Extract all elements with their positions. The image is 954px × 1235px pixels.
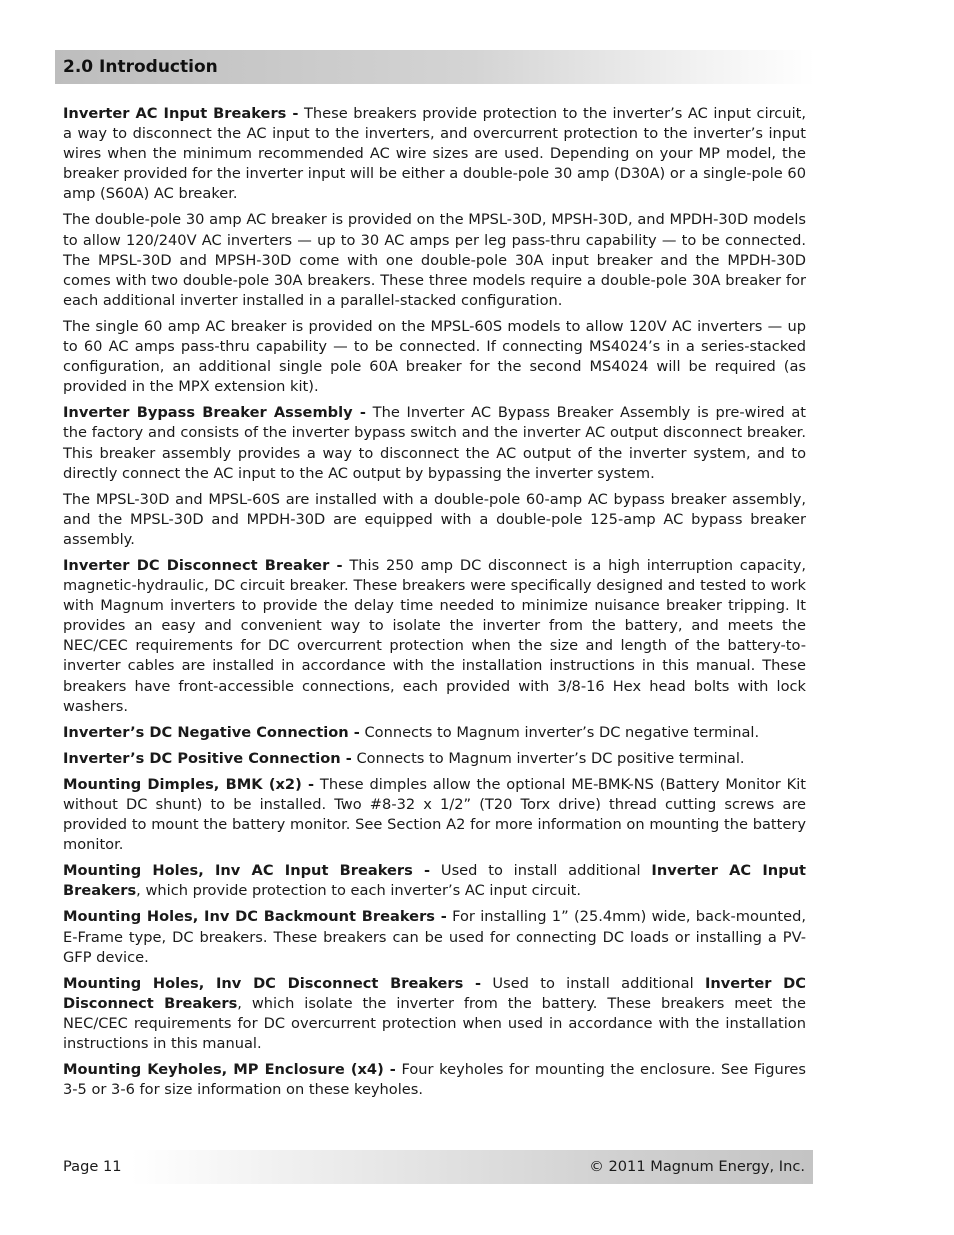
term-description: This 250 amp DC disconnect is a high interruption capacity, magnetic-hydraulic, DC circuit breaker. These breakers were specifically designed and tested to work with Magnum inverters to provide the delay time needed to minimize nuisance breaker tripping. It provides an easy and convenient way to isolate the inverter from the battery, and meets the NEC/CEC requirements for DC overcurrent protection when the size and length of the battery-to-inverter cables are installed in accordance with the installation instructions in this manual. These breakers have front-accessible connections, each provided with 3/8-16 Hex head bolts with lock washers. [63, 556, 806, 715]
section-header-bar [55, 50, 815, 84]
term-lead: Inverter’s DC Negative Connection - [63, 723, 360, 741]
paragraph-text: The double-pole 30 amp AC breaker is provided on the MPSL-30D, MPSH-30D, and MPDH-30D models to allow 120/240V AC inverters — up to 30 AC amps per leg pass-thru capability — to be connected. The MPSL-30D and MPSH-30D come with one double-pole 30A input breaker and the MPDH-30D comes with two double-pole 30A breakers. These three models require a double-pole 30A breaker for each additional inverter installed in a parallel-stacked configuration. [63, 211, 806, 309]
term-description: Connects to Magnum inverter’s DC positive terminal. [351, 749, 745, 767]
term-description: For installing 1” (25.4mm) wide, back-mounted, E-Frame type, DC breakers. These breakers can be used for connecting DC loads or installing a PV-GFP device. [63, 908, 806, 966]
term-description: These dimples allow the optional ME-BMK-NS (Battery Monitor Kit without DC shunt) to be installed. Two #8-32 x 1/2” (T20 Torx drive) thread cutting screws are provided to mount the battery monitor. See Section A2 for more information on mounting the battery monitor. [63, 775, 806, 854]
term-lead: Mounting Holes, Inv AC Input Breakers - [63, 862, 431, 880]
paragraph-bypass-breaker-models [63, 490, 806, 550]
term-description: The Inverter AC Bypass Breaker Assembly is pre-wired at the factory and consists of the inverter bypass switch and the inverter AC output disconnect breaker. This breaker assembly provides a way to disconnect the AC output of the inverter system, and to directly connect the AC input to the AC output by bypassing the inverter system. [63, 404, 807, 482]
term-lead: Mounting Holes, Inv DC Backmount Breakers - [63, 908, 447, 926]
paragraph-text: The MPSL-30D and MPSL-60S are installed with a double-pole 60-amp AC bypass breaker assembly, and the MPSL-30D and MPDH-30D are equipped with a double-pole 125-amp AC bypass breaker assembly. [63, 490, 806, 548]
paragraph-mounting-holes-ac-input [63, 861, 806, 901]
paragraph-mounting-keyholes [63, 1060, 806, 1100]
paragraph-dc-negative-connection [63, 723, 806, 743]
paragraph-mounting-holes-dc-backmount [63, 907, 806, 967]
paragraph-dc-positive-connection [63, 749, 806, 769]
term-lead: Inverter Bypass Breaker Assembly - [63, 404, 366, 422]
term-description: Used to install additional [481, 974, 705, 992]
term-description: These breakers provide protection to the inverter’s AC input circuit, a way to disconnect the AC input to the inverters, and overcurrent protection to the inverter’s input wires when the minimum recommended AC wire sizes are used. Depending on your MP model, the breaker provided for the inverter input will be either a double-pole 30 amp (D30A) or a single-pole 60 amp (S60A) AC breaker. [63, 105, 806, 203]
section-title: 2.0 Introduction [63, 57, 218, 77]
term-lead: Mounting Holes, Inv DC Disconnect Breakers - [63, 974, 482, 992]
term-description: Four keyholes for mounting the enclosure. See Figures 3-5 or 3-6 for size information on these keyholes. [63, 1061, 806, 1099]
term-description-end: , which isolate the inverter from the battery. These breakers meet the NEC/CEC requirements for DC overcurrent protection when used in accordance with the installation instructions in this manual. [63, 994, 806, 1053]
term-description-end: , which provide protection to each inverter’s AC input circuit. [136, 882, 582, 900]
term-lead: Inverter AC Input Breakers - [63, 105, 299, 122]
paragraph-mounting-dimples [63, 775, 806, 855]
paragraph-single-pole-breaker [63, 317, 806, 397]
paragraph-inverter-dc-disconnect [63, 556, 806, 717]
term-description: Used to install additional [430, 862, 652, 880]
term-lead: Mounting Dimples, BMK (x2) - [63, 775, 315, 793]
paragraph-mounting-holes-dc-disconnect [63, 974, 806, 1054]
paragraph-inverter-ac-input-breakers [63, 104, 806, 204]
page-footer [55, 1150, 813, 1184]
copyright-notice: © 2011 Magnum Energy, Inc. [589, 1158, 805, 1175]
term-lead: Mounting Keyholes, MP Enclosure (x4) - [63, 1061, 396, 1079]
term-emphasis: Inverter AC Input Breakers [63, 862, 807, 900]
term-lead: Inverter’s DC Positive Connection - [63, 749, 352, 767]
paragraph-inverter-bypass-breaker [63, 403, 806, 483]
term-emphasis: Inverter DC Disconnect Breakers [63, 974, 806, 1012]
paragraph-text: The single 60 amp AC breaker is provided on the MPSL-60S models to allow 120V AC inverters — up to 60 AC amps pass-thru capability — to be connected. If connecting MS4024’s in a series-stacked configuration, an additional single pole 60A breaker for the second MS4024 will be required (as provided in the MPX extension kit). [63, 317, 806, 396]
page-number: Page 11 [63, 1158, 122, 1175]
term-description: Connects to Magnum inverter’s DC negative terminal. [359, 723, 760, 741]
paragraph-double-pole-breaker [63, 210, 806, 310]
body-text [63, 104, 806, 1106]
term-lead: Inverter DC Disconnect Breaker - [63, 556, 343, 574]
